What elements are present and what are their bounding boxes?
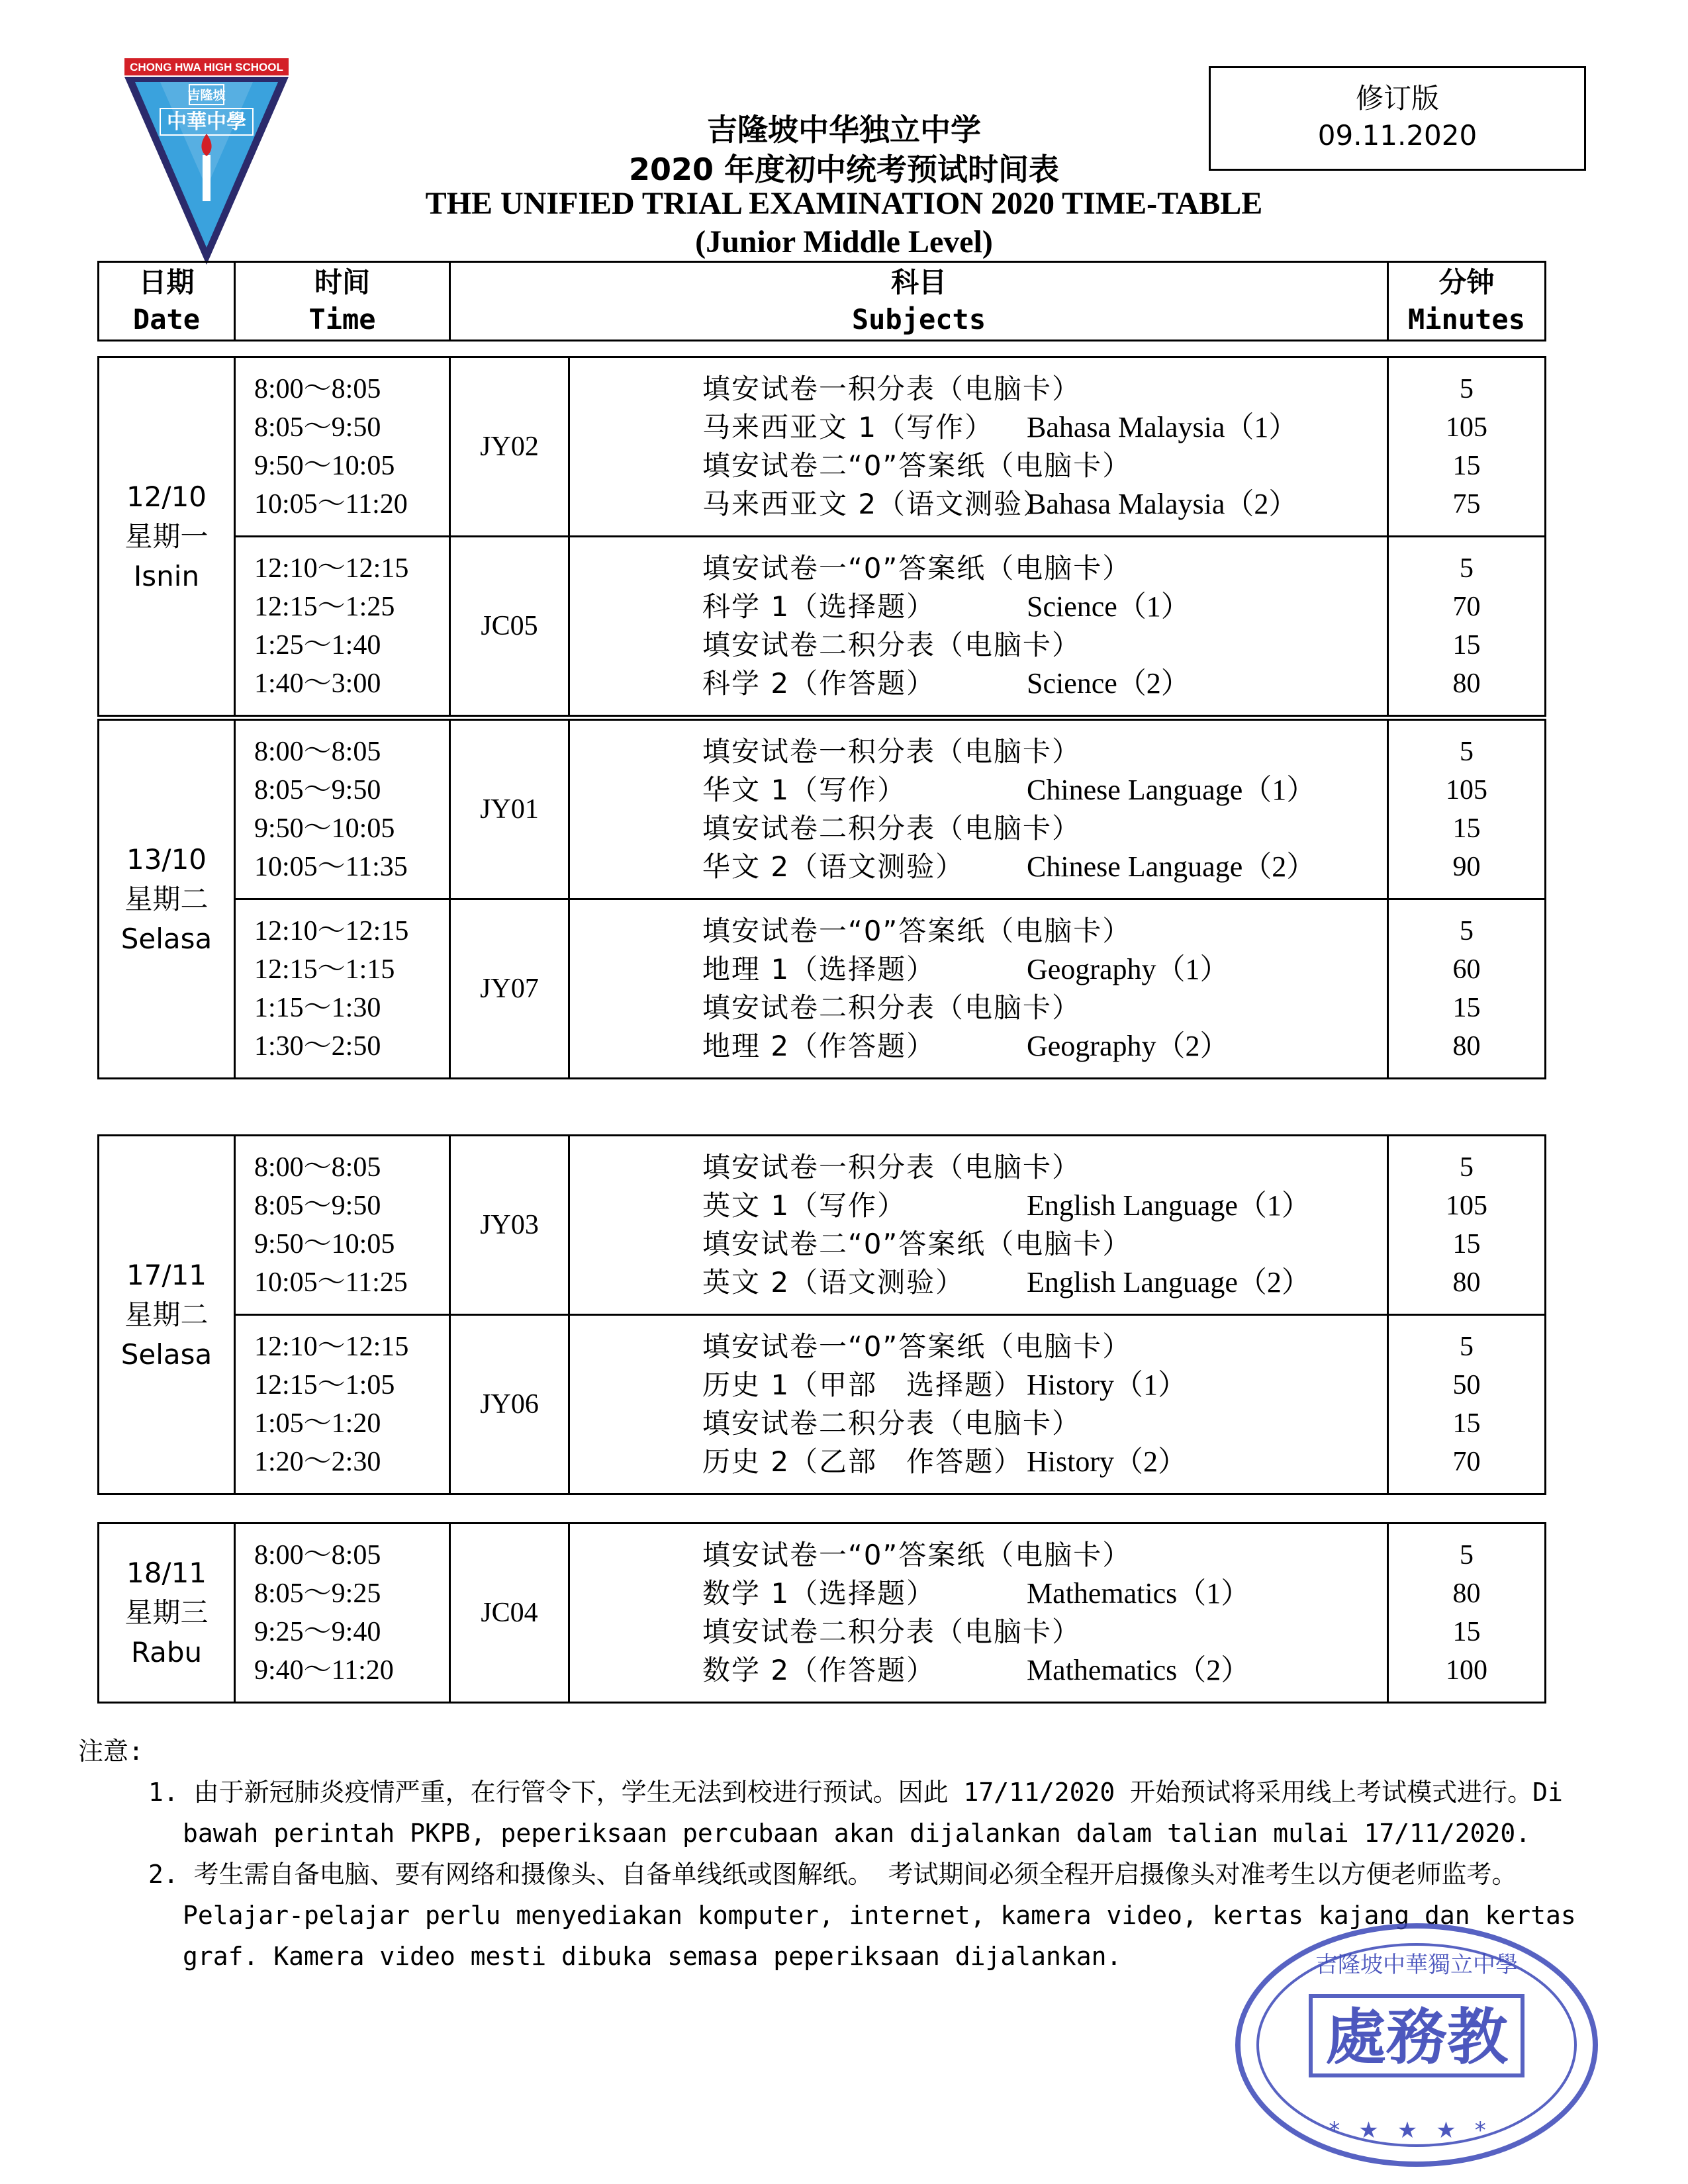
subject-cn: 数学 2（作答题）: [702, 1654, 936, 1686]
subject-line: [702, 1613, 1387, 1651]
paper-code: JY03: [450, 1136, 569, 1315]
minutes-value: 5: [1460, 737, 1474, 767]
subject-line: [702, 1187, 1387, 1225]
paper-code: JC04: [450, 1524, 569, 1703]
subject-cn: 填安试卷一积分表（电脑卡）: [702, 373, 1082, 405]
subject-en: Science（2）: [1027, 667, 1190, 700]
minutes-cell: [1388, 537, 1546, 716]
subject-en: Mathematics（1）: [1027, 1577, 1250, 1610]
notes-heading: 注意:: [78, 1737, 144, 1766]
subject-line: [702, 485, 1387, 523]
header-minutes: 分钟 Minutes: [1388, 262, 1546, 341]
time-slot: 12:15～1:05: [254, 1370, 395, 1400]
time-slot: 12:15～1:25: [254, 592, 395, 622]
subject-line: [702, 1574, 1387, 1613]
stamp-text: 處務教: [1325, 2001, 1509, 2073]
paper-code: JY06: [450, 1315, 569, 1494]
subjects-cell: [569, 1136, 1388, 1315]
header-subjects: 科目 Subjects: [450, 262, 1388, 341]
subject-en: Chinese Language（2）: [1027, 850, 1316, 883]
day-ms: Rabu: [130, 1636, 203, 1668]
minutes-value: 90: [1452, 852, 1481, 882]
minutes-value: 80: [1452, 1031, 1481, 1062]
time-cell: [235, 1524, 450, 1703]
subject-line: [702, 1536, 1387, 1574]
subject-line: [702, 809, 1387, 848]
session-row: [99, 1315, 1546, 1494]
minutes-value: 60: [1452, 954, 1481, 985]
time-slot: 1:25～1:40: [254, 630, 381, 660]
subject-line: [702, 733, 1387, 771]
time-slot: 12:15～1:15: [254, 954, 395, 985]
session-row: [99, 1136, 1546, 1315]
time-slot: 8:05～9:50: [254, 1191, 381, 1221]
subject-line: [702, 1443, 1387, 1481]
subject-cn: 填安试卷一“0”答案纸（电脑卡）: [702, 1330, 1132, 1363]
revision-date: 09.11.2020: [1317, 119, 1477, 152]
stamp-ring-text: 吉隆坡中華獨立中學: [1315, 1952, 1518, 1978]
time-slot: 12:10～12:15: [254, 553, 409, 584]
subject-cn: 地理 1（选择题）: [702, 953, 936, 985]
subject-cn: 华文 2（语文测验）: [702, 850, 965, 883]
paper-code: JY01: [450, 720, 569, 899]
minutes-value: 105: [1446, 1191, 1487, 1221]
svg-text:*★★★*: *★★★*: [1329, 2117, 1505, 2144]
time-slot: 9:40～11:20: [254, 1655, 394, 1686]
time-slot: 9:50～10:05: [254, 1229, 395, 1259]
subject-en: Bahasa Malaysia（2）: [1027, 488, 1298, 520]
subjects-cell: [569, 357, 1388, 537]
subject-line: [702, 1027, 1387, 1066]
minutes-value: 105: [1446, 412, 1487, 443]
day-ms: Selasa: [120, 922, 212, 955]
exam-title-cn: 2020 年度初中统考预试时间表: [628, 152, 1060, 187]
minutes-value: 5: [1460, 1332, 1474, 1362]
subject-en: Geography（2）: [1027, 1030, 1229, 1062]
day-cn: 星期二: [124, 1298, 209, 1331]
time-slot: 9:50～10:05: [254, 813, 395, 844]
subject-line: [702, 408, 1387, 447]
subject-cn: 填安试卷一“0”答案纸（电脑卡）: [702, 1539, 1132, 1571]
day-cell: [99, 1136, 235, 1494]
subject-cn: 马来西亚文 1（写作）: [702, 411, 994, 443]
day-block: [97, 356, 1546, 717]
time-slot: 8:00～8:05: [254, 1152, 381, 1183]
minutes-value: 80: [1452, 1267, 1481, 1298]
subject-cn: 英文 1（写作）: [702, 1189, 907, 1222]
time-slot: 1:40～3:00: [254, 668, 381, 699]
subjects-cell: [569, 1524, 1388, 1703]
time-slot: 10:05～11:25: [254, 1267, 408, 1298]
subject-cn: 华文 1（写作）: [702, 774, 907, 806]
subject-cn: 地理 2（作答题）: [702, 1030, 936, 1062]
subject-line: [702, 588, 1387, 626]
minutes-value: 75: [1452, 489, 1481, 520]
time-slot: 8:05～9:25: [254, 1578, 381, 1609]
exam-title-en: THE UNIFIED TRIAL EXAMINATION 2020 TIME-TABLE: [425, 186, 1263, 221]
session-row: [99, 899, 1546, 1079]
session-row: [99, 537, 1546, 716]
time-slot: 9:25～9:40: [254, 1617, 381, 1647]
day-date: 18/11: [126, 1557, 207, 1589]
subject-line: [702, 950, 1387, 989]
header-time: 时间 Time: [235, 262, 450, 341]
time-slot: 12:10～12:15: [254, 916, 409, 946]
subject-line: [702, 1225, 1387, 1263]
day-block: [97, 1522, 1546, 1704]
time-slot: 1:30～2:50: [254, 1031, 381, 1062]
minutes-value: 5: [1460, 916, 1474, 946]
subject-cn: 填安试卷二积分表（电脑卡）: [702, 629, 1082, 661]
subject-cn: 填安试卷一积分表（电脑卡）: [702, 735, 1082, 768]
subject-cn: 历史 1（甲部 选择题）: [702, 1369, 1023, 1401]
subject-en: Geography（1）: [1027, 953, 1229, 985]
time-slot: 12:10～12:15: [254, 1332, 409, 1362]
minutes-value: 15: [1452, 1617, 1481, 1647]
minutes-cell: [1388, 1524, 1546, 1703]
subject-cn: 马来西亚文 2（语文测验）: [702, 488, 1053, 520]
subject-cn: 科学 1（选择题）: [702, 590, 936, 623]
time-slot: 8:05～9:50: [254, 412, 381, 443]
minutes-value: 5: [1460, 1152, 1474, 1183]
subject-line: [702, 1328, 1387, 1366]
subjects-cell: [569, 720, 1388, 899]
subject-line: [702, 1651, 1387, 1690]
subject-line: [702, 848, 1387, 886]
time-slot: 1:15～1:30: [254, 993, 381, 1023]
day-block: [97, 1134, 1546, 1495]
day-cell: [99, 720, 235, 1079]
school-title: 吉隆坡中华独立中学: [707, 112, 981, 148]
time-cell: [235, 1315, 450, 1494]
session-row: [99, 357, 1546, 537]
minutes-value: 80: [1452, 1578, 1481, 1609]
paper-code: JC05: [450, 537, 569, 716]
minutes-cell: [1388, 720, 1546, 899]
subject-en: History（1）: [1027, 1369, 1187, 1401]
minutes-value: 50: [1452, 1370, 1481, 1400]
time-cell: [235, 1136, 450, 1315]
minutes-value: 5: [1460, 374, 1474, 404]
subjects-cell: [569, 1315, 1388, 1494]
subject-en: Mathematics（2）: [1027, 1654, 1250, 1686]
time-slot: 1:20～2:30: [254, 1447, 381, 1477]
subject-line: [702, 1263, 1387, 1302]
subject-line: [702, 626, 1387, 664]
minutes-cell: [1388, 1315, 1546, 1494]
day-block: [97, 719, 1546, 1079]
day-cn: 星期二: [124, 882, 209, 915]
subject-cn: 科学 2（作答题）: [702, 667, 936, 700]
subject-line: [702, 1148, 1387, 1187]
subject-en: English Language（1）: [1027, 1189, 1311, 1222]
time-slot: 8:00～8:05: [254, 1540, 381, 1570]
subject-line: [702, 912, 1387, 950]
subject-cn: 填安试卷一“0”答案纸（电脑卡）: [702, 552, 1132, 584]
minutes-value: 15: [1452, 630, 1481, 660]
minutes-value: 100: [1446, 1655, 1487, 1686]
session-row: [99, 1524, 1546, 1703]
day-ms: Isnin: [133, 559, 200, 592]
subject-cn: 数学 1（选择题）: [702, 1577, 936, 1610]
day-cn: 星期一: [124, 520, 209, 553]
subjects-cell: [569, 899, 1388, 1079]
time-slot: 8:00～8:05: [254, 737, 381, 767]
time-slot: 9:50～10:05: [254, 451, 395, 481]
minutes-value: 5: [1460, 553, 1474, 584]
subject-en: History（2）: [1027, 1445, 1187, 1478]
day-date: 13/10: [126, 842, 207, 876]
subject-line: [702, 1366, 1387, 1404]
minutes-value: 70: [1452, 1447, 1481, 1477]
subject-line: [702, 447, 1387, 485]
minutes-value: 15: [1452, 1229, 1481, 1259]
day-cell: [99, 1524, 235, 1703]
subject-line: [702, 1404, 1387, 1443]
minutes-value: 105: [1446, 775, 1487, 805]
minutes-value: 70: [1452, 592, 1481, 622]
minutes-cell: [1388, 899, 1546, 1079]
subject-cn: 填安试卷二积分表（电脑卡）: [702, 812, 1082, 844]
logo-city: 吉隆坡: [187, 88, 226, 103]
exam-level: (Junior Middle Level): [695, 224, 993, 259]
time-slot: 10:05～11:35: [254, 852, 408, 882]
subject-en: Science（1）: [1027, 590, 1190, 623]
subject-cn: 历史 2（乙部 作答题）: [702, 1445, 1023, 1478]
subject-line: [702, 549, 1387, 588]
subject-line: [702, 989, 1387, 1027]
paper-code: JY02: [450, 357, 569, 537]
subject-cn: 填安试卷二积分表（电脑卡）: [702, 991, 1082, 1024]
time-cell: [235, 537, 450, 716]
minutes-value: 15: [1452, 813, 1481, 844]
subjects-cell: [569, 537, 1388, 716]
day-cell: [99, 357, 235, 716]
subject-line: [702, 771, 1387, 809]
note-item-1: 1. 由于新冠肺炎疫情严重，在行管令下，学生无法到校进行预试。因此 17/11/2020 开始预试将采用线上考试模式进行。Di bawah perintah PKPB, peperiksaan percubaan akan dijalankan dalam talian mulai 17/11/2020.: [148, 1778, 1563, 1848]
minutes-cell: [1388, 357, 1546, 537]
time-cell: [235, 720, 450, 899]
minutes-value: 15: [1452, 451, 1481, 481]
note-item-2: 2. 考生需自备电脑、要有网络和摄像头、自备单线纸或图解纸。 考试期间必须全程开启摄像头对准考生以方便老师监考。Pelajar-pelajar perlu menyediakan komputer, internet, kamera video, kertas kajang dan kertas graf. Kamera video mesti dibuka semasa peperiksaan dijalankan.: [148, 1860, 1576, 1971]
minutes-value: 80: [1452, 668, 1481, 699]
time-cell: [235, 357, 450, 537]
subject-en: English Language（2）: [1027, 1266, 1311, 1298]
timetable-header: [97, 261, 1546, 341]
session-row: [99, 720, 1546, 899]
subject-cn: 填安试卷二“0”答案纸（电脑卡）: [702, 1228, 1132, 1260]
subject-en: Bahasa Malaysia（1）: [1027, 411, 1298, 443]
minutes-value: 15: [1452, 1408, 1481, 1439]
minutes-value: 5: [1460, 1540, 1474, 1570]
time-slot: 1:05～1:20: [254, 1408, 381, 1439]
day-date: 12/10: [126, 480, 207, 513]
time-cell: [235, 899, 450, 1079]
day-ms: Selasa: [120, 1338, 212, 1371]
day-cn: 星期三: [124, 1596, 209, 1629]
paper-code: JY07: [450, 899, 569, 1079]
logo-school-name: CHONG HWA HIGH SCHOOL: [130, 61, 283, 73]
subject-cn: 填安试卷一“0”答案纸（电脑卡）: [702, 915, 1132, 947]
subject-cn: 填安试卷一积分表（电脑卡）: [702, 1151, 1082, 1183]
subject-line: [702, 664, 1387, 703]
minutes-value: 15: [1452, 993, 1481, 1023]
day-date: 17/11: [126, 1258, 207, 1291]
subject-cn: 英文 2（语文测验）: [702, 1266, 965, 1298]
official-stamp: [1231, 1919, 1602, 2171]
logo-name-cn: 中華中學: [167, 111, 246, 134]
subject-cn: 填安试卷二“0”答案纸（电脑卡）: [702, 449, 1132, 482]
time-slot: 8:00～8:05: [254, 374, 381, 404]
subject-cn: 填安试卷二积分表（电脑卡）: [702, 1407, 1082, 1439]
revision-label: 修订版: [1355, 82, 1439, 114]
subject-en: Chinese Language（1）: [1027, 774, 1316, 806]
subject-cn: 填安试卷二积分表（电脑卡）: [702, 1615, 1082, 1648]
time-slot: 10:05～11:20: [254, 489, 408, 520]
subject-line: [702, 370, 1387, 408]
time-slot: 8:05～9:50: [254, 775, 381, 805]
header-date: 日期 Date: [99, 262, 235, 341]
minutes-cell: [1388, 1136, 1546, 1315]
